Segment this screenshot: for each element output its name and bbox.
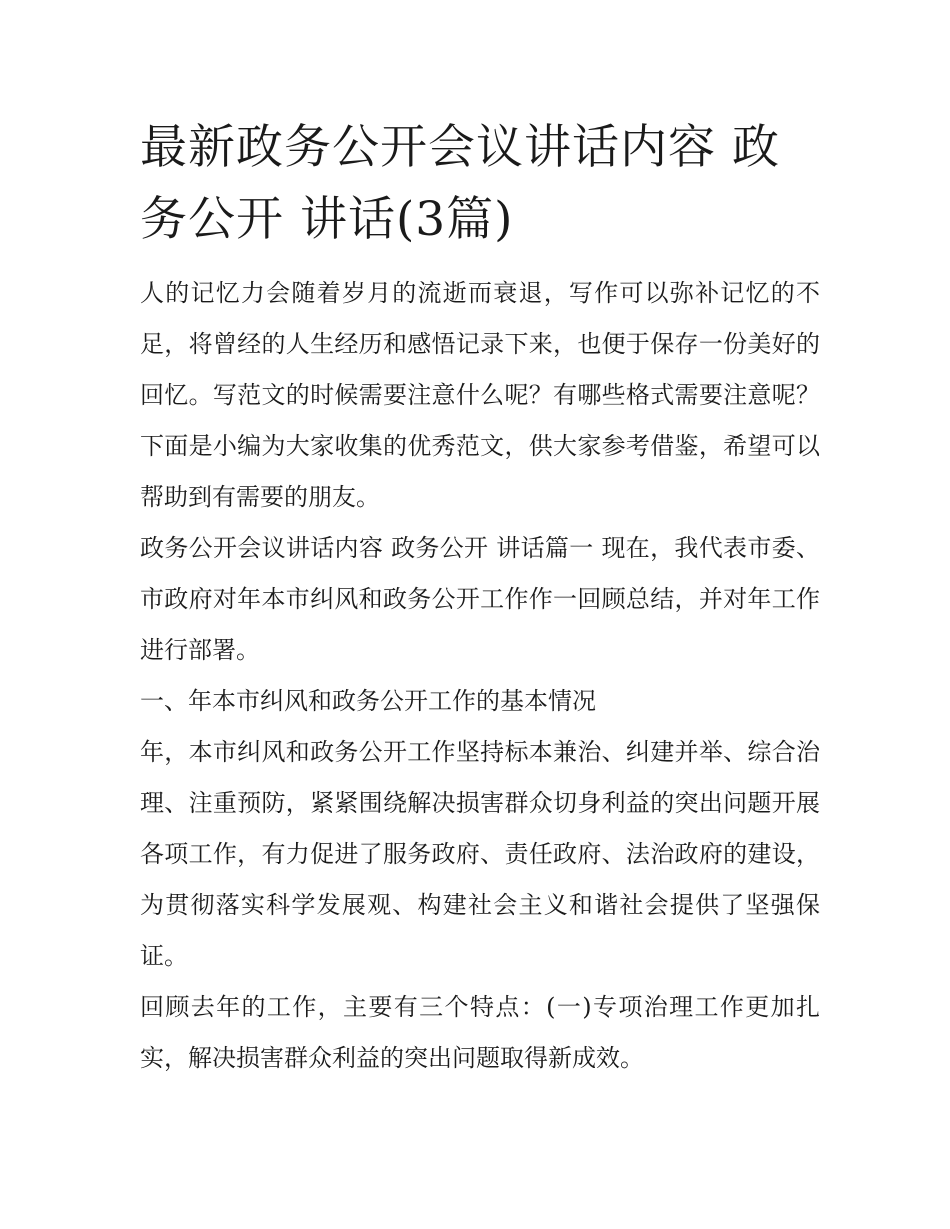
paragraph-features: 回顾去年的工作，主要有三个特点：(一)专项治理工作更加扎实，解决损害群众利益的突出问题取得新成效。 [140,993,820,1072]
document-title: 最新政务公开会议讲话内容 政务公开 讲话(3篇) [140,120,780,247]
paragraph-intro: 人的记忆力会随着岁月的流逝而衰退，写作可以弥补记忆的不足，将曾经的人生经历和感悟记录下来，也便于保存一份美好的回忆。写范文的时候需要注意什么呢？有哪些格式需要注意呢？下面是小编为大家收集的优秀范文，供大家参考借鉴，希望可以帮助到有需要的朋友。 [140,279,820,511]
paragraph-work-summary: 年，本市纠风和政务公开工作坚持标本兼治、纠建并举、综合治理、注重预防，紧紧围绕解决损害群众切身利益的突出问题开展各项工作，有力促进了服务政府、责任政府、法治政府的建设，为贯彻落实科学发展观、构建社会主义和谐社会提供了坚强保证。 [140,738,820,970]
paragraph-speech-opening: 政务公开会议讲话内容 政务公开 讲话篇一 现在，我代表市委、市政府对年本市纠风和政务公开工作作一回顾总结，并对年工作进行部署。 [140,534,820,664]
section-heading-basic-situation: 一、年本市纠风和政务公开工作的基本情况 [140,687,596,715]
document-page [140,112,820,1084]
